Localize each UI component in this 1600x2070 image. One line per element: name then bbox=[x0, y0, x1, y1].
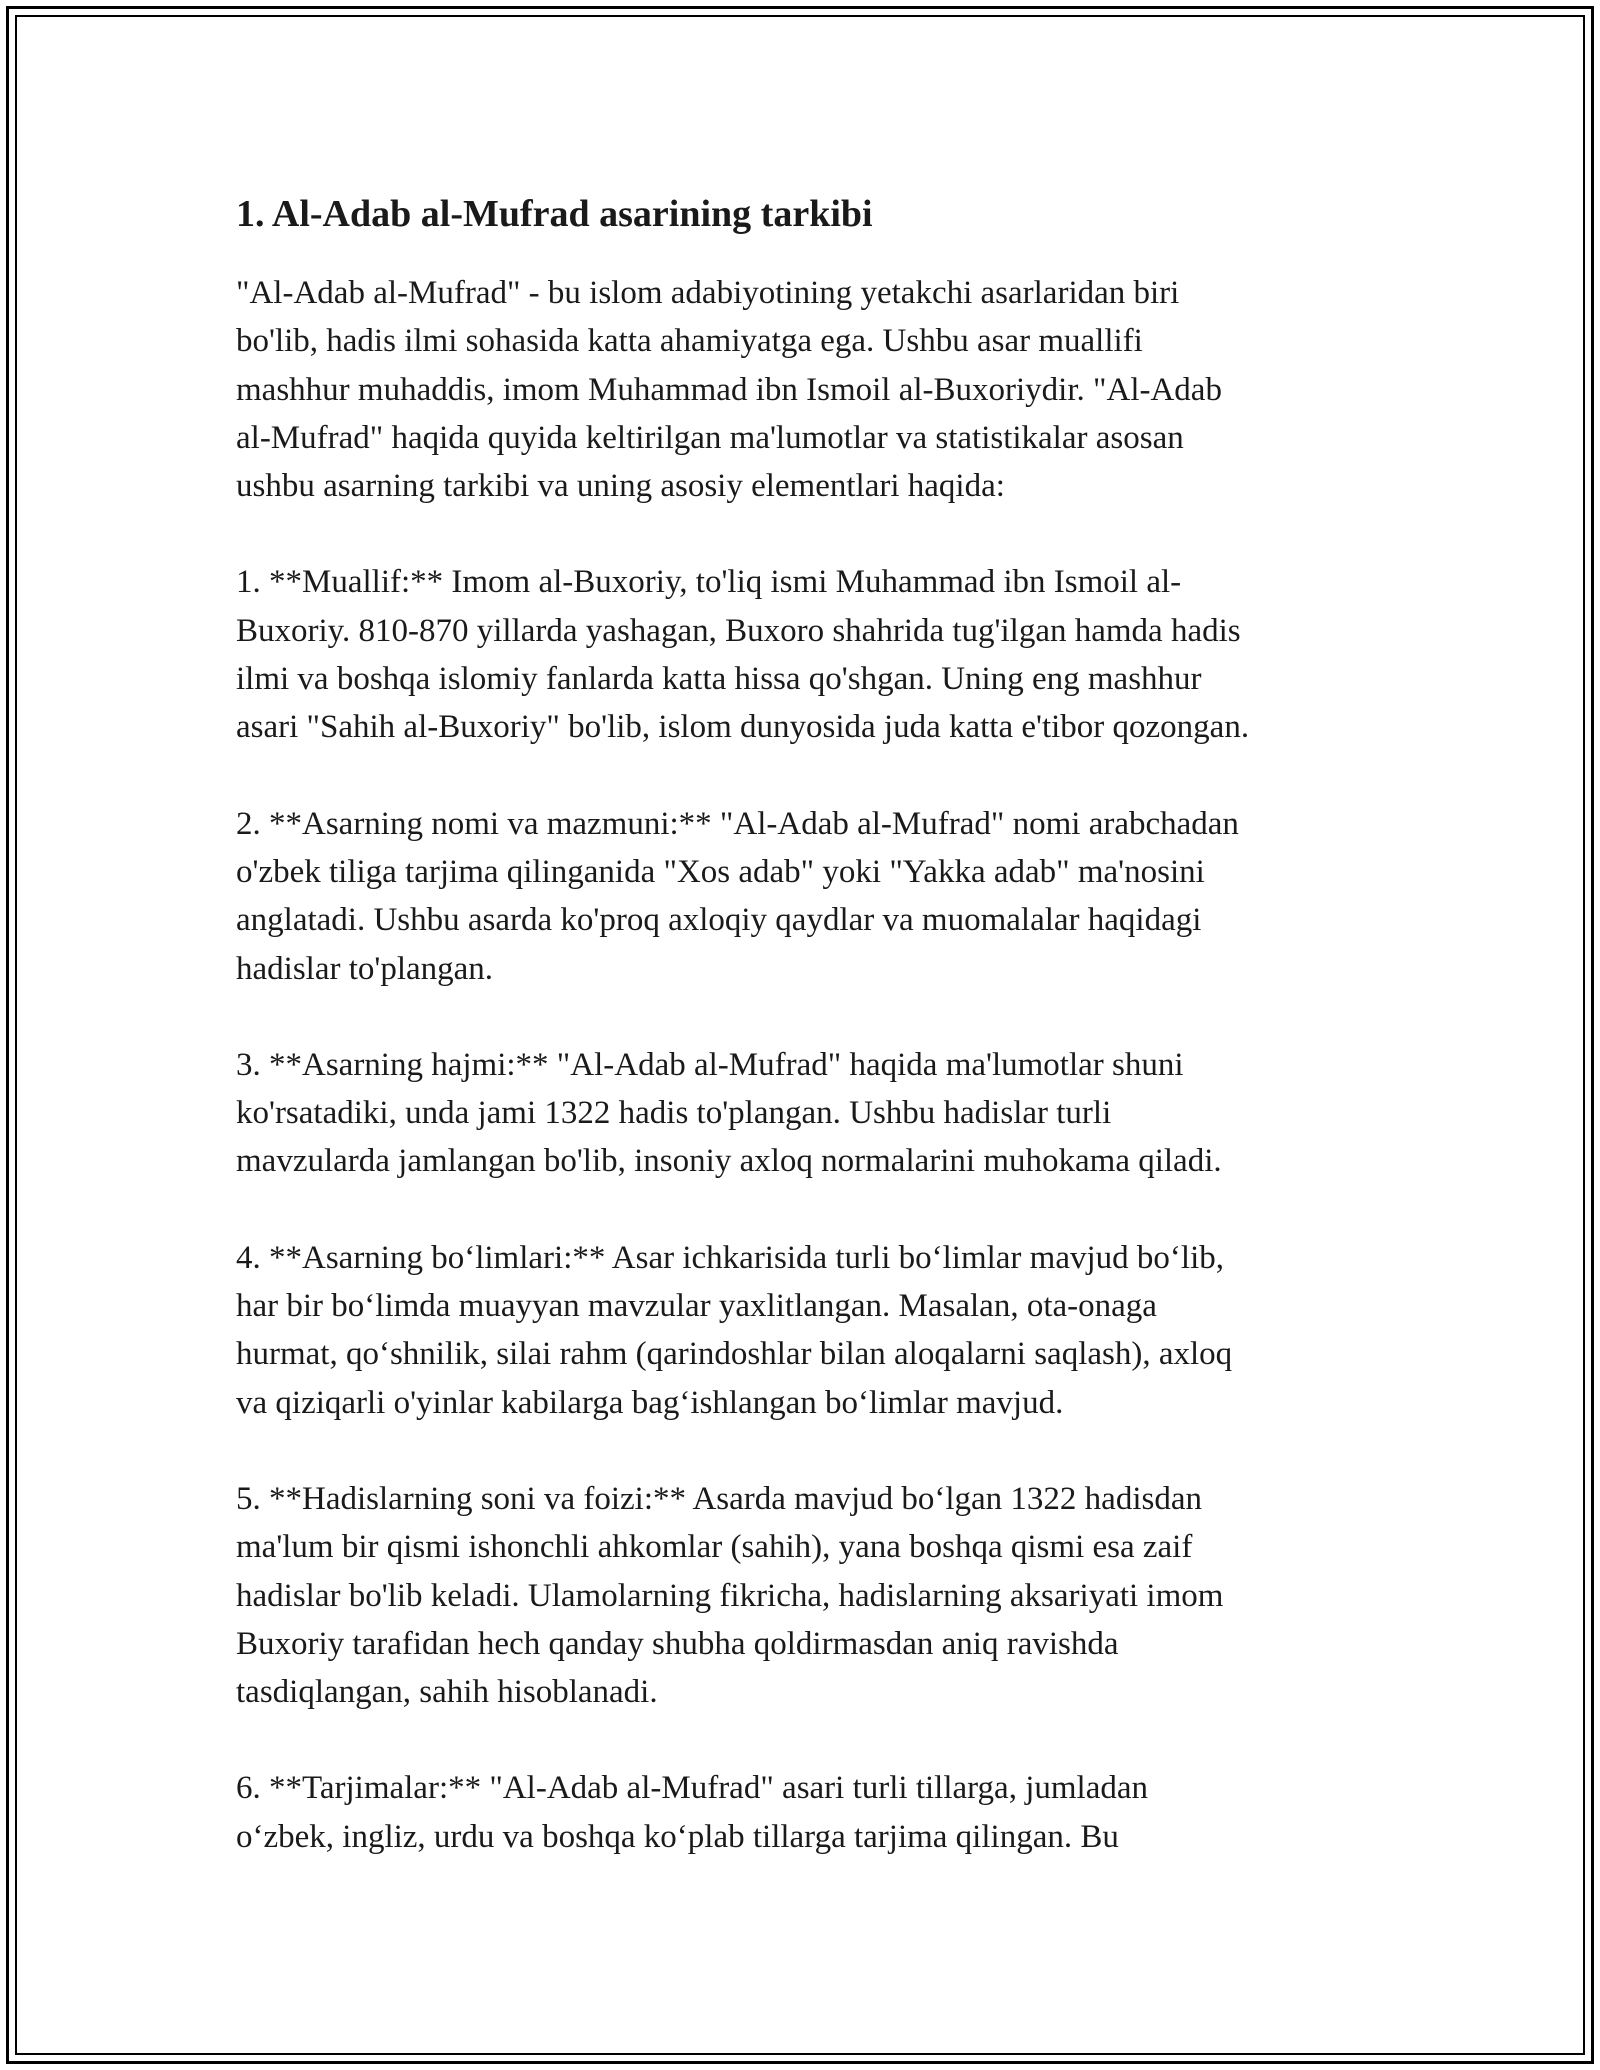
section-heading: 1. Al-Adab al-Mufrad asarining tarkibi bbox=[236, 193, 873, 235]
document-body bbox=[236, 185, 1396, 1909]
list-item-chapters: 4. **Asarning bo‘limlari:** Asar ichkarisida turli bo‘limlar mavjud bo‘lib, har bir bo‘limda muayyan mavzular yaxlitlangan. Masalan, ota-onaga hurmat, qo‘shnilik, silai rahm (qarindoshlar bilan aloqalarni saqlash), axloq va qiziqarli o'yinlar kabilarga bag‘ishlangan bo‘limlar mavjud. bbox=[236, 1239, 1233, 1421]
intro-paragraph: "Al-Adab al-Mufrad" - bu islom adabiyotining yetakchi asarlaridan biri bo'lib, hadis ilmi sohasida katta ahamiyatga ega. Ushbu asar muallifi mashhur muhaddis, imom Muhammad ibn Ismoil al-Buxoriydir. "Al-Adab al-Mufrad" haqida quyida keltirilgan ma'lumotlar va statistikalar asosan ushbu asarning tarkibi va uning asosiy elementlari haqida: bbox=[236, 275, 1222, 505]
list-item-title-meaning: 2. **Asarning nomi va mazmuni:** "Al-Adab al-Mufrad" nomi arabchadan o'zbek tiliga tarjima qilinganida "Xos adab" yoki "Yakka adab" ma'nosini anglatadi. Ushbu asarda ko'proq axloqiy qaydlar va muomalalar haqidagi hadislar to'plangan. bbox=[236, 805, 1239, 987]
list-item-volume: 3. **Asarning hajmi:** "Al-Adab al-Mufrad" haqida ma'lumotlar shuni ko'rsatadiki, unda jami 1322 hadis to'plangan. Ushbu hadislar turli mavzularda jamlangan bo'lib, insoniy axloq normalarini muhokama qiladi. bbox=[236, 1046, 1222, 1180]
list-item-translations: 6. **Tarjimalar:** "Al-Adab al-Mufrad" asari turli tillarga, jumladan o‘zbek, ingliz, urdu va boshqa ko‘plab tillarga tarjima qilingan. Bu bbox=[236, 1770, 1148, 1855]
list-item-hadith-count: 5. **Hadislarning soni va foizi:** Asarda mavjud bo‘lgan 1322 hadisdan ma'lum bir qismi ishonchli ahkomlar (sahih), yana boshqa qismi esa zaif hadislar bo'lib keladi. Ulamolarning fikricha, hadislarning aksariyati imom Buxoriy tarafidan hech qanday shubha qoldirmasdan aniq ravishda tasdiqlangan, sahih hisoblanadi. bbox=[236, 1480, 1224, 1711]
list-item-author: 1. **Muallif:** Imom al-Buxoriy, to'liq ismi Muhammad ibn Ismoil al- Buxoriy. 810-870 yillarda yashagan, Buxoro shahrida tug'ilgan hamda hadis ilmi va boshqa islomiy fanlarda katta hissa qo'shgan. Uning eng mashhur asari "Sahih al-Buxoriy" bo'lib, islom dunyosida juda katta e'tibor qozongan. bbox=[236, 564, 1250, 746]
